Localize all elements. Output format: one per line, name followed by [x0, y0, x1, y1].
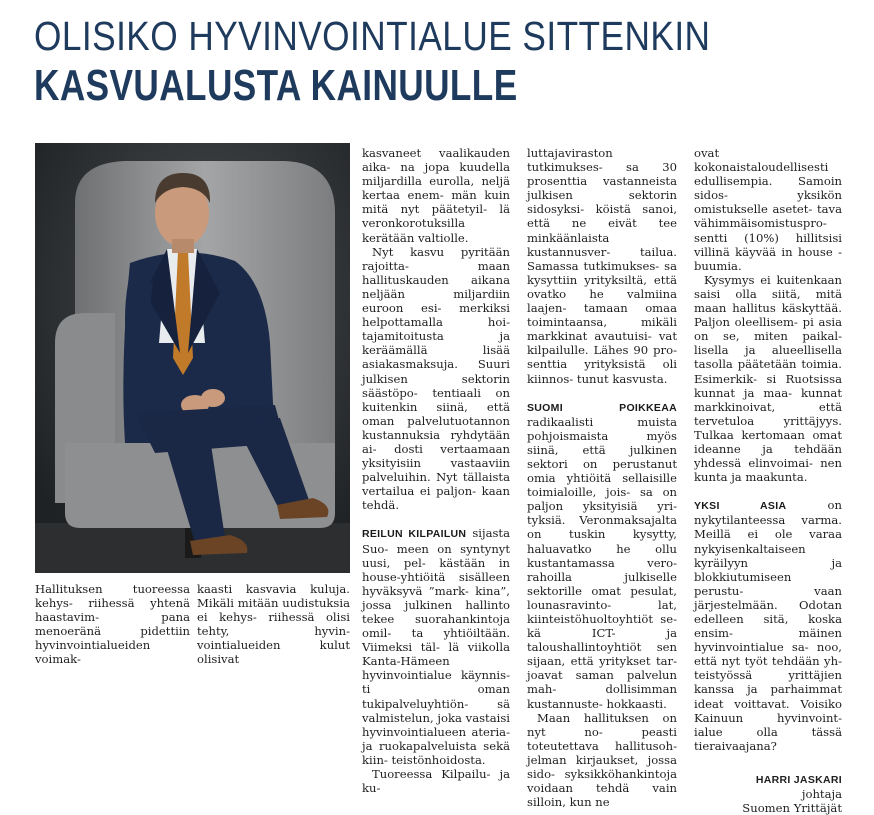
- text-line: radikaalisti: [527, 414, 594, 429]
- text-line: päätetään toimia. Esimerkik-: [694, 357, 842, 386]
- text-line: tervetuloa yrittäjyys. Tulkaa: [694, 413, 842, 442]
- headline: [34, 12, 854, 112]
- text-line: ta yhtiöiltään. Viimeksi täl-: [362, 626, 511, 655]
- text-line: sellaisille toimialoille, jois-: [527, 471, 677, 500]
- text-line: Nyt kasvu pyritään rajoitta-: [362, 244, 510, 273]
- text-line: vat kilpailulle. Lähes 90 pro-: [527, 329, 677, 358]
- lead-in: YKSI ASIA: [694, 500, 787, 513]
- text-line: kaasti kasvavia kuluja. Mikäli: [197, 582, 350, 611]
- text-line: käskyttää. Paljon oleellisem-: [694, 301, 842, 330]
- text-line: dollisimman kustannuste-: [527, 682, 677, 711]
- column-4: [527, 146, 677, 809]
- text-line: käyvää in house -buumia.: [694, 244, 842, 273]
- paragraph: [527, 400, 677, 711]
- text-line: tekee suorahankintoja omil-: [362, 612, 510, 641]
- text-line: vointialueiden kulut olisivat: [197, 638, 350, 667]
- text-line: kina”, jossa julkinen hallinto: [362, 583, 510, 612]
- text-line: kertomaan omat ideanne ja: [694, 427, 842, 456]
- text-line: sa 30 prosenttia vastanneista: [527, 160, 677, 189]
- text-line: edullisempia. Samoin sidos-: [694, 174, 842, 203]
- text-line: sijasta Suo-: [362, 526, 510, 556]
- text-line: kustannuksia ryhdytään ai-: [362, 427, 510, 456]
- text-line: tentiaali on kuitenkin siinä,: [362, 385, 510, 414]
- text-line: vaan järjestelmään. Odotan: [694, 583, 842, 612]
- author-organization: Suomen Yrittäjät: [742, 801, 842, 815]
- text-line: tunut kasvusta.: [576, 371, 668, 386]
- text-line: ovatko he valmiina laajen-: [527, 286, 677, 316]
- text-line: ovat kokonaistaloudellisesti: [694, 146, 829, 175]
- text-line: teistyössä yrittäjien kanssa ja: [694, 668, 842, 697]
- text-line: Maan hallituksen on nyt no-: [527, 710, 677, 739]
- paragraph: [527, 146, 677, 386]
- text-line: valtiolle.: [417, 230, 469, 245]
- portrait-photo: [35, 143, 350, 573]
- signature: [694, 773, 842, 815]
- text-line: hyvinvointialueen ateria- ja: [362, 724, 510, 753]
- column-3: [362, 146, 510, 795]
- text-line: sen sijaan, että yritykset tar-: [527, 640, 677, 669]
- text-line: hokkaasti.: [606, 696, 667, 711]
- text-line: pi asia on se, miten paikal-: [694, 315, 843, 344]
- author-name: HARRI JASKARI: [755, 773, 842, 786]
- headline-line-1: OLISIKO HYVINVOINTIALUE SITTENKIN: [34, 13, 711, 59]
- text-line: lat, kiinteistöhuoltoyhtiöt se-: [527, 597, 677, 626]
- text-line: riihessä olisi tehty, hyvin-: [197, 610, 350, 639]
- text-line: tajamitoitusta ja keräämällä: [362, 329, 510, 358]
- text-line: kasvaneet vaalikauden aika-: [362, 146, 510, 175]
- paragraph-intro-b: [197, 582, 350, 667]
- headline-line-2: KASVUALUSTA KAINUULLE: [34, 61, 518, 110]
- text-line: köistä sanoi, että ne eivät tee: [527, 202, 678, 231]
- column-5: [694, 146, 842, 815]
- text-line: noo, että nyt työt tehdään yh-: [694, 640, 842, 669]
- text-line: teistönhoidosta.: [391, 752, 486, 767]
- text-line: luttajaviraston tutkimukses-: [527, 146, 613, 175]
- text-line: na jopa kuudella miljardilla: [362, 160, 510, 189]
- paragraph: [527, 711, 677, 810]
- lead-in: REILUN KILPAILUN: [362, 528, 467, 541]
- text-line: on nykytilanteessa: [694, 498, 842, 528]
- text-line: män kuin mitä nyt päätetyil-: [362, 188, 510, 217]
- text-line: neljään miljardiin euroon esi-: [362, 286, 510, 316]
- paragraph: [362, 767, 510, 795]
- text-line: peasti toteutettava hallitusoh-: [527, 724, 677, 753]
- text-line: sä valmistelun, joka vastaisi: [362, 696, 510, 725]
- text-line: Tuoreessa Kilpailu- ja ku-: [362, 767, 510, 796]
- text-line: tehdään yhdessä elinvoimai-: [694, 441, 842, 471]
- text-line: on perustanut omia yhtiöitä: [527, 456, 677, 486]
- text-line: ruokapalveluista sekä kiin-: [362, 738, 511, 767]
- text-line: kästään in house-yhtiöitä: [362, 555, 511, 584]
- text-line: nykyisenkaltaiseen kyräilyyn: [694, 541, 806, 570]
- text-line: tava vähimmäisomistuspro-: [694, 202, 842, 231]
- text-line: tuskin kysytty, haluavatko: [527, 527, 677, 556]
- text-line: he ollu kustantamassa vero-: [527, 541, 677, 570]
- text-line: yksikön omistukselle asetet-: [694, 188, 842, 217]
- paragraph: [362, 146, 510, 245]
- text-line: julkisen sektorin säästöpo-: [362, 371, 510, 400]
- text-line: riihessä yhtenä haastavim-: [35, 596, 191, 625]
- text-line: lisella ja alueellisella tasolla: [694, 343, 842, 372]
- text-line: rahoilla julkiselle sektorille: [527, 569, 677, 598]
- text-line: omat pesulat, lounasravinto-: [527, 583, 677, 612]
- text-line: olla siitä, mitä maan hallitus: [694, 286, 842, 316]
- text-line: minkäänlaista kustannusver-: [527, 230, 611, 259]
- text-line: sa on paljon yksityisiä yri-: [527, 485, 678, 514]
- text-line: nen kunta ja maakunta.: [694, 456, 843, 485]
- text-line: pana menoeränä pidettiin: [35, 610, 190, 639]
- text-line: sentti (10%) hillitsisi villinä: [694, 230, 842, 259]
- paragraph: [694, 273, 842, 484]
- text-line: edelleen sitä, koska ensim-: [694, 612, 842, 641]
- text-line: Kysymys ei kuitenkaan saisi: [694, 272, 842, 301]
- text-line: tyksiä. Veronmaksajalta on: [527, 513, 677, 542]
- text-line: lisää asiakasmaksuja. Suuri: [362, 343, 510, 372]
- text-line: merkiksi helpottamalla hoi-: [362, 301, 510, 330]
- author-role: johtaja: [801, 787, 842, 802]
- text-line: parhaimmat ideat voittavat.: [694, 682, 842, 711]
- text-line: senttia yrityksistä oli kiinnos-: [527, 357, 677, 386]
- text-line: kaan tehdä.: [362, 484, 510, 513]
- paragraph: [362, 526, 510, 767]
- text-line: kä ICT- ja taloushallintoyhtiöt: [527, 626, 677, 655]
- text-line: mitään uudistuksia ei kehys-: [197, 596, 351, 625]
- portrait-illustration: [35, 143, 350, 573]
- text-line: lä veronkorotuksilla kerätään: [362, 202, 510, 245]
- lead-in: SUOMI POIKKEAA: [527, 401, 677, 414]
- text-line: ialue olla tässä tieraivaajana?: [694, 724, 842, 753]
- text-line: vastaaviin palveluihin. Nyt: [362, 456, 510, 485]
- text-line: julkisen sektorin sidosyksi-: [527, 188, 677, 217]
- text-line: Hallituksen tuoreessa kehys-: [35, 582, 190, 611]
- text-line: Voisiko Kainuun hyvinvoint-: [694, 696, 842, 725]
- text-line: mäinen hyvinvointialue sa-: [694, 626, 842, 655]
- text-line: tailua. Samassa tutkimukses-: [527, 244, 677, 273]
- text-line: dosti vertaamaan yksityisiin: [362, 441, 511, 471]
- paragraph: [362, 245, 510, 513]
- paragraph: [694, 146, 842, 273]
- text-line: sa kysyttiin yrityksiltä, että: [527, 258, 677, 287]
- text-line: ja blokkiutumiseen perustu-: [694, 555, 842, 598]
- text-line: sisälleen hyväksyvä ”mark-: [362, 569, 510, 598]
- text-line: mikäli markkinat avautuisi-: [527, 315, 677, 344]
- text-line: lä viikolla Kanta-Hämeen: [362, 640, 511, 669]
- text-line: si Ruotsissa kunnat ja maa-: [694, 371, 842, 400]
- text-line: muista pohjoismaista myös: [527, 414, 677, 443]
- text-line: varma. Meillä ei ole varaa: [694, 513, 842, 542]
- paragraph-intro-a: [35, 582, 190, 667]
- text-line: tamaan omaa toimintaansa,: [527, 301, 677, 330]
- paragraph: [694, 498, 842, 753]
- column-2: [197, 582, 350, 667]
- text-line: maan hallituskauden aikana: [362, 258, 510, 287]
- text-line: eurolla, neljä kertaa enem-: [362, 174, 511, 203]
- text-line: tällaista vertailua ei paljon-: [362, 470, 510, 499]
- text-line: tehdä vain silloin, kun ne: [527, 781, 677, 810]
- text-line: syksikköhankintoja voidaan: [527, 767, 677, 796]
- text-line: joavat saman palvelun mah-: [527, 668, 677, 697]
- text-line: että oman palvelutuotannon: [362, 399, 510, 428]
- text-line: siinä, että julkinen sektori: [527, 442, 677, 471]
- column-1: [35, 582, 190, 667]
- text-line: hyvinvointialue käynnis-: [362, 668, 510, 683]
- text-line: hyvinvointialueiden voimak-: [35, 638, 151, 667]
- text-line: meen on syntynyt uusi, pel-: [362, 541, 510, 570]
- text-line: ti oman tukipalveluyhtiön-: [362, 682, 510, 711]
- text-line: jelman kirjaukset, jossa sido-: [527, 752, 677, 782]
- text-line: kunnat markkinoivat, että: [694, 385, 842, 414]
